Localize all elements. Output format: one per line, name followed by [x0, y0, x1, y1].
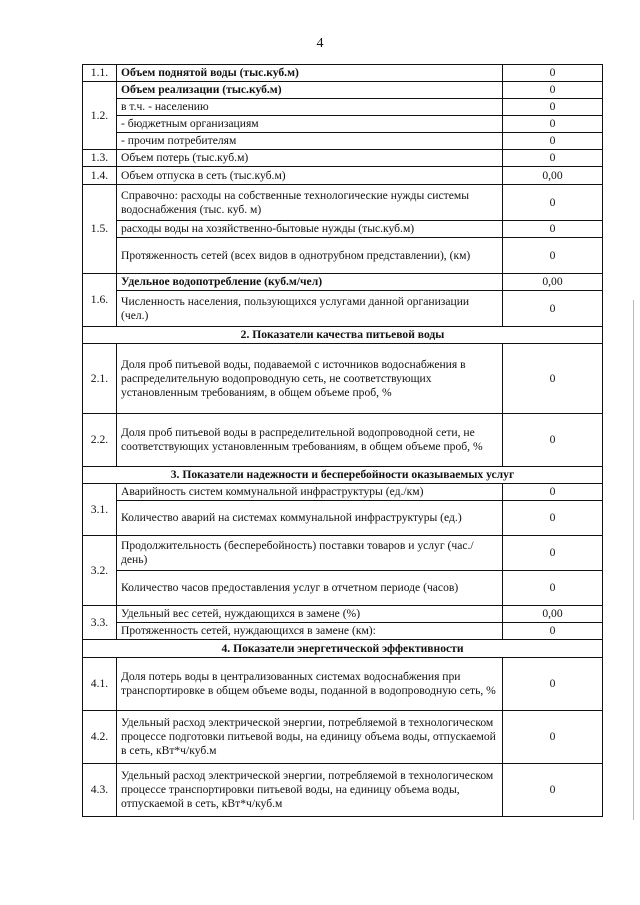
table-row	[83, 536, 603, 571]
table-row	[83, 484, 603, 501]
row-number: 1.5.	[83, 185, 117, 274]
row-label: Протяженность сетей (всех видов в однотрубном представлении), (км)	[117, 238, 503, 274]
row-label: - бюджетным организациям	[117, 116, 503, 133]
row-label: Продолжительность (бесперебойность) поставки товаров и услуг (час./день)	[117, 536, 503, 571]
row-value: 0	[503, 116, 603, 133]
row-label: Объем реализации (тыс.куб.м)	[117, 82, 503, 99]
row-number: 1.2.	[83, 82, 117, 150]
table-row	[83, 274, 603, 291]
row-label: Удельное водопотребление (куб.м/чел)	[117, 274, 503, 291]
row-value: 0	[503, 150, 603, 167]
row-value: 0	[503, 536, 603, 571]
row-value: 0	[503, 571, 603, 606]
scan-edge-mark	[633, 300, 634, 820]
table-row	[83, 238, 603, 274]
row-label: Объем поднятой воды (тыс.куб.м)	[117, 65, 503, 82]
row-value: 0	[503, 764, 603, 817]
table-row	[83, 185, 603, 221]
row-value: 0	[503, 484, 603, 501]
row-value: 0	[503, 623, 603, 640]
section-title: 2. Показатели качества питьевой воды	[83, 327, 603, 344]
row-label: Доля проб питьевой воды, подаваемой с источников водоснабжения в распределительную водопроводную сеть, не соответствующих установленным требованиям, в общем объеме проб, %	[117, 344, 503, 414]
table-row	[83, 116, 603, 133]
section-title: 4. Показатели энергетической эффективности	[83, 640, 603, 658]
row-value: 0	[503, 658, 603, 711]
row-label: Справочно: расходы на собственные технологические нужды системы водоснабжения (тыс. куб. м)	[117, 185, 503, 221]
row-number: 3.1.	[83, 484, 117, 536]
row-value: 0	[503, 82, 603, 99]
row-label: - прочим потребителям	[117, 133, 503, 150]
row-label: Доля проб питьевой воды в распределительной водопроводной сети, не соответствующих установленным требованиям, в общем объеме проб, %	[117, 414, 503, 467]
table-row	[83, 623, 603, 640]
table-row	[83, 291, 603, 327]
table-row	[83, 501, 603, 536]
table-row	[83, 82, 603, 99]
row-label: Удельный вес сетей, нуждающихся в замене (%)	[117, 606, 503, 623]
row-value: 0	[503, 221, 603, 238]
row-value: 0	[503, 99, 603, 116]
row-value: 0	[503, 65, 603, 82]
row-value: 0	[503, 238, 603, 274]
row-value: 0	[503, 133, 603, 150]
table-row	[83, 658, 603, 711]
row-label: Количество часов предоставления услуг в отчетном периоде (часов)	[117, 571, 503, 606]
indicators-table	[82, 64, 603, 817]
row-value: 0,00	[503, 274, 603, 291]
row-label: Доля потерь воды в централизованных системах водоснабжения при транспортировке в общем объеме воды, поданной в водопроводную сеть, %	[117, 658, 503, 711]
row-number: 1.4.	[83, 167, 117, 185]
section-header	[83, 467, 603, 484]
row-value: 0	[503, 414, 603, 467]
row-number: 1.1.	[83, 65, 117, 82]
table-row	[83, 571, 603, 606]
row-label: Количество аварий на системах коммунальной инфраструктуры (ед.)	[117, 501, 503, 536]
table-row	[83, 150, 603, 167]
row-label: в т.ч. - населению	[117, 99, 503, 116]
table-row	[83, 133, 603, 150]
table-row	[83, 221, 603, 238]
row-number: 2.2.	[83, 414, 117, 467]
row-value: 0	[503, 344, 603, 414]
row-value: 0,00	[503, 167, 603, 185]
row-label: Протяженность сетей, нуждающихся в замене (км):	[117, 623, 503, 640]
row-label: Объем отпуска в сеть (тыс.куб.м)	[117, 167, 503, 185]
row-number: 4.3.	[83, 764, 117, 817]
page-number: 4	[316, 36, 324, 51]
row-number: 3.3.	[83, 606, 117, 640]
table-row	[83, 344, 603, 414]
row-value: 0	[503, 185, 603, 221]
row-label: Численность населения, пользующихся услугами данной организации (чел.)	[117, 291, 503, 327]
row-number: 1.6.	[83, 274, 117, 327]
row-value: 0,00	[503, 606, 603, 623]
row-label: Объем потерь (тыс.куб.м)	[117, 150, 503, 167]
row-value: 0	[503, 711, 603, 764]
table-row	[83, 711, 603, 764]
section-title: 3. Показатели надежности и бесперебойности оказываемых услуг	[83, 467, 603, 484]
row-value: 0	[503, 501, 603, 536]
row-number: 3.2.	[83, 536, 117, 606]
row-label: Удельный расход электрической энергии, потребляемой в технологическом процессе транспортировки питьевой воды, на единицу объема воды, отпускаемой в сеть, кВт*ч/куб.м	[117, 764, 503, 817]
table-row	[83, 99, 603, 116]
row-number: 4.2.	[83, 711, 117, 764]
table-row	[83, 167, 603, 185]
row-value: 0	[503, 291, 603, 327]
table-row	[83, 764, 603, 817]
table-row	[83, 414, 603, 467]
row-label: Удельный расход электрической энергии, потребляемой в технологическом процессе подготовки питьевой воды, на единицу объема воды, отпускаемой в сеть, кВт*ч/куб.м	[117, 711, 503, 764]
table-row	[83, 606, 603, 623]
table-row	[83, 65, 603, 82]
section-header	[83, 327, 603, 344]
section-header	[83, 640, 603, 658]
row-label: расходы воды на хозяйственно-бытовые нужды (тыс.куб.м)	[117, 221, 503, 238]
row-number: 4.1.	[83, 658, 117, 711]
row-number: 1.3.	[83, 150, 117, 167]
row-number: 2.1.	[83, 344, 117, 414]
row-label: Аварийность систем коммунальной инфраструктуры (ед./км)	[117, 484, 503, 501]
